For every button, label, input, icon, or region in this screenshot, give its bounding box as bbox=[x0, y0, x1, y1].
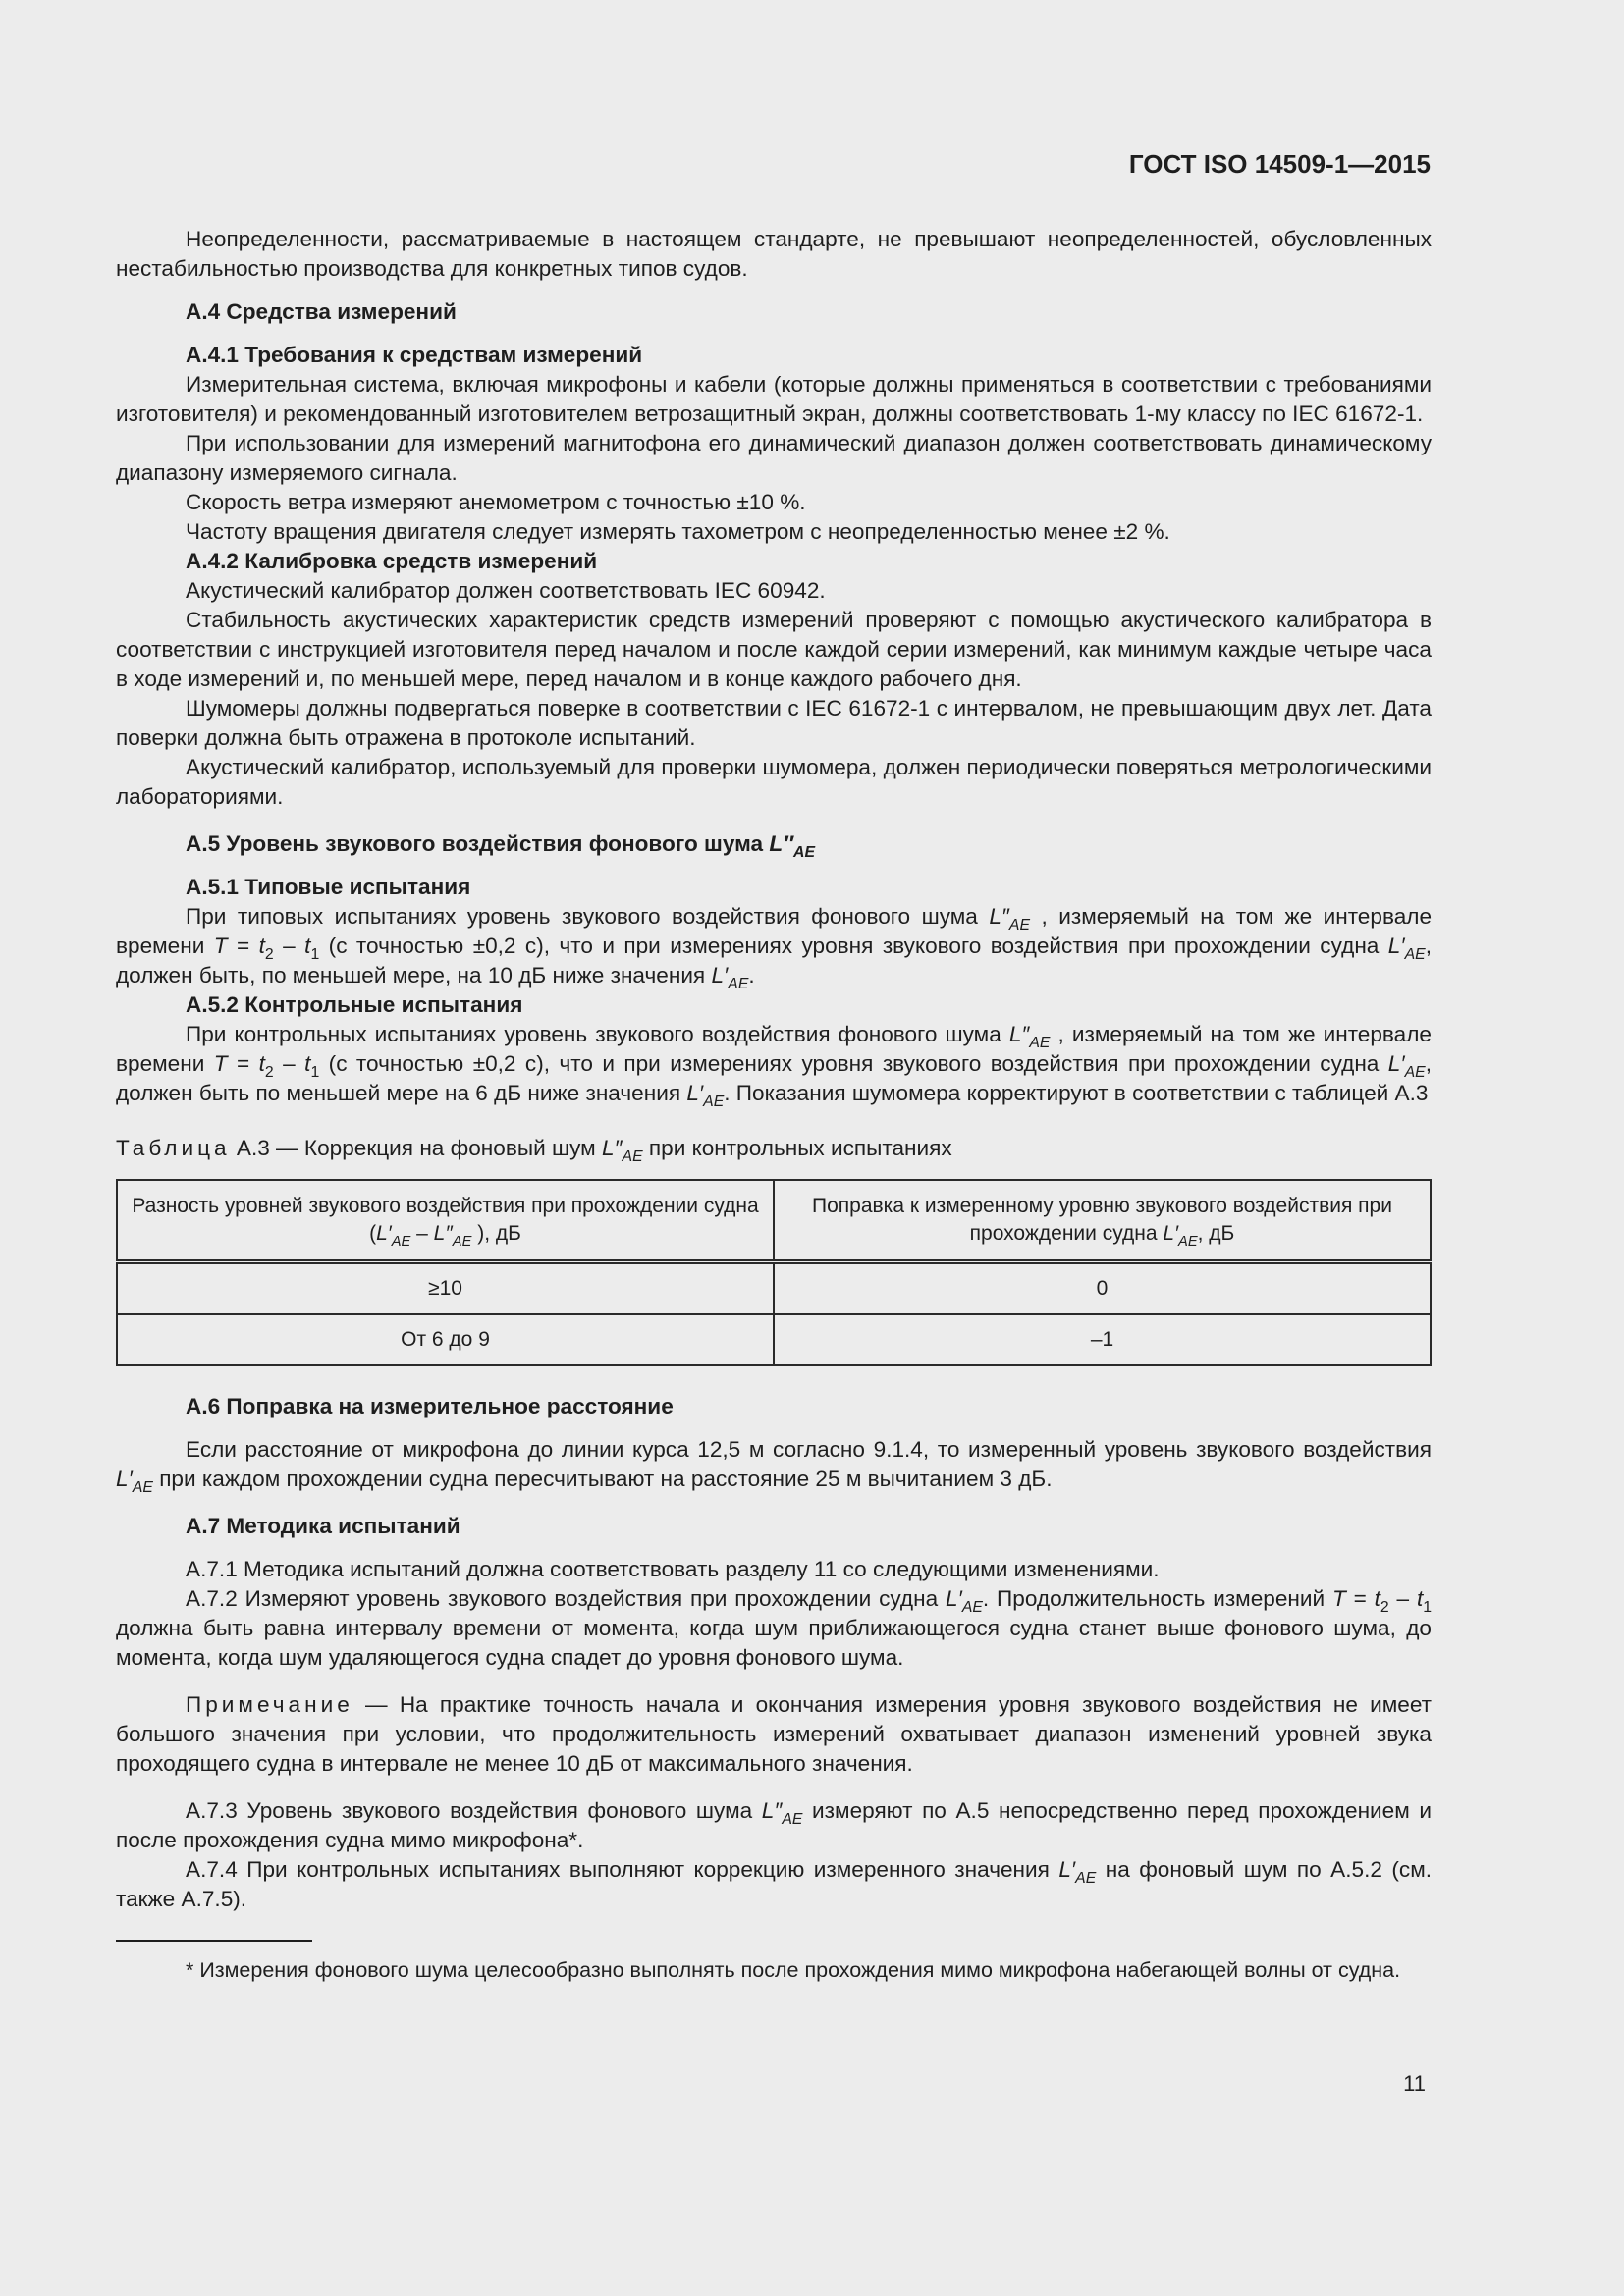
page-number: 11 bbox=[1403, 2071, 1426, 2096]
paragraph-a74: А.7.4 При контрольных испытаниях выполняют коррекцию измеренного значения $L'_{AE}$ на фоновый шум по А.5.2 (см. также А.7.5). bbox=[116, 1857, 1433, 1911]
paragraph-a6: Если расстояние от микрофона до линии курса 12,5 м согласно 9.1.4, то измеренный уровень звукового воздействия $L'_{AE}$ при каждом прохождении судна пересчитывают на расстояние 25 м вычитанием 3 дБ. bbox=[116, 1437, 1432, 1496]
correction-table bbox=[116, 1179, 1432, 1366]
cell-correction: 0 bbox=[774, 1262, 1431, 1315]
table-row bbox=[117, 1262, 1431, 1315]
section-a41-title: А.4.1 Требования к средствам измерений bbox=[186, 343, 643, 367]
symbol-l-ae-pass: $L'_{AE}$ bbox=[711, 963, 749, 992]
section-a51-title: А.5.1 Типовые испытания bbox=[186, 875, 471, 899]
cell-correction: –1 bbox=[774, 1314, 1431, 1365]
section-a42-title: А.4.2 Калибровка средств измерений bbox=[186, 549, 598, 573]
paragraph: Измерительная система, включая микрофоны и кабели (которые должны применяться в соответствии с требованиями изготовителя) и рекомендованный изготовителем ветрозащитный экран, должны соответствовать 1-му классу по IEC 61672-1. bbox=[116, 372, 1432, 426]
section-a5-title bbox=[116, 829, 1432, 859]
page-content bbox=[116, 225, 1432, 1985]
paragraph-a52: При контрольных испытаниях уровень звукового воздействия фонового шума $L''_{AE}$ , измеряемый на том же интервале времени $T = t_2 - t_1$ (с точностью ±0,2 с), что и при измерениях уровня звукового воздействия при прохождении судна $L'_{AE}$, должен быть по меньшей мере на 6 дБ ниже значения $L'_{AE}$. Показания шумомера корректируют в соответствии с таблицей А.3 bbox=[116, 1022, 1432, 1110]
title-text: А.5 Уровень звукового воздействия фонового шума bbox=[186, 831, 770, 856]
table-row bbox=[117, 1314, 1431, 1365]
paragraph: Шумомеры должны подвергаться поверке в соответствии с IEC 61672-1 с интервалом, не превышающим двух лет. Дата поверки должна быть отражена в протоколе испытаний. bbox=[116, 696, 1432, 750]
table-header-row bbox=[117, 1180, 1431, 1262]
paragraph: А.7.1 Методика испытаний должна соответствовать разделу 11 со следующими изменениями. bbox=[186, 1557, 1160, 1581]
table-caption: Таблица А.3 — Коррекция на фоновый шум $L''_{AE}$ при контрольных испытаниях bbox=[116, 1136, 952, 1165]
cell-difference: ≥10 bbox=[117, 1262, 774, 1315]
symbol-l-ae-background: $L''_{AE}$ bbox=[761, 1798, 803, 1828]
section-a52-title: А.5.2 Контрольные испытания bbox=[186, 992, 523, 1017]
paragraph: Стабильность акустических характеристик средств измерений проверяют с помощью акустического калибратора в соответствии с инструкцией изготовителя перед началом и после каждой серии измерений, как минимум каждые четыре часа в ходе измерений и, по меньшей мере, перед началом и в конце каждого рабочего дня. bbox=[116, 608, 1432, 691]
symbol-l-ae-pass: $L'_{AE}$ bbox=[1387, 934, 1426, 963]
section-a7-title: А.7 Методика испытаний bbox=[186, 1514, 460, 1538]
symbol-l-ae-background: $L''_{AE}$ bbox=[1008, 1022, 1051, 1051]
intro-paragraph: Неопределенности, рассматриваемые в настоящем стандарте, не превышают неопределенностей, обусловленных нестабильностью производства для конкретных типов судов. bbox=[116, 227, 1432, 281]
section-a4-title: А.4 Средства измерений bbox=[186, 299, 457, 324]
symbol-l-ae-pass: $L'_{AE}$ bbox=[1058, 1857, 1097, 1887]
symbol-l-ae-pass: $L'_{AE}$ bbox=[1387, 1051, 1426, 1081]
note-paragraph: Примечание — На практике точность начала и окончания измерения уровня звукового воздействия не имеет большого значения при условии, что продолжительность измерений охватывает диапазон изменений уровней звука проходящего судна в интервале не менее 10 дБ от максимального значения. bbox=[116, 1692, 1432, 1776]
symbol-l-ae-pass: $L'_{AE}$ bbox=[116, 1467, 153, 1496]
paragraph-a51: При типовых испытаниях уровень звукового воздействия фонового шума $L''_{AE}$ , измеряемый на том же интервале времени $T = t_2 - t_1$ (с точностью ±0,2 с), что и при измерениях уровня звукового воздействия при прохождении судна $L'_{AE}$, должен быть, по меньшей мере, на 10 дБ ниже значения $L'_{AE}$. bbox=[116, 904, 1433, 992]
paragraph: При использовании для измерений магнитофона его динамический диапазон должен соответствовать динамическому диапазону измеряемого сигнала. bbox=[116, 431, 1432, 485]
cell-difference: От 6 до 9 bbox=[117, 1314, 774, 1365]
section-a6-title: А.6 Поправка на измерительное расстояние bbox=[186, 1394, 674, 1418]
paragraph-a72: А.7.2 Измеряют уровень звукового воздействия при прохождении судна $L'_{AE}$. Продолжительность измерений $T = t_2 - t_1$ должна быть равна интервалу времени от момента, когда шум приближающегося судна станет выше фонового шума, до момента, когда шум удаляющегося судна спадет до уровня фонового шума. bbox=[116, 1586, 1433, 1670]
paragraph-a73: А.7.3 Уровень звукового воздействия фонового шума $L''_{AE}$ измеряют по А.5 непосредственно перед прохождением и после прохождения судна мимо микрофона*. bbox=[116, 1798, 1432, 1852]
symbol-l-ae-background: $L''_{AE}$ bbox=[601, 1136, 643, 1165]
symbol-l-ae-background: $L''_{AE}$ bbox=[989, 904, 1030, 934]
symbol-l-ae-pass: $L'_{AE}$ bbox=[686, 1081, 725, 1110]
symbol-t-interval: T bbox=[213, 934, 228, 958]
paragraph: Частоту вращения двигателя следует измерять тахометром с неопределенностью менее ±2 %. bbox=[186, 519, 1170, 544]
footnote: * Измерения фонового шума целесообразно выполнять после прохождения мимо микрофона набегающей волны от судна. bbox=[186, 1958, 1401, 1982]
symbol-l-ae-pass: $L'_{AE}$ bbox=[945, 1586, 983, 1616]
document-code: ГОСТ ISO 14509-1—2015 bbox=[1128, 149, 1431, 179]
column-header-difference: Разность уровней звукового воздействия при прохождении судна ($L'_{AE} - L''_{AE}$ ), дБ bbox=[117, 1180, 774, 1262]
symbol-l-ae-background: $L''_{AE}$ bbox=[769, 831, 815, 861]
paragraph: Акустический калибратор, используемый для проверки шумомера, должен периодически поверяться метрологическими лабораториями. bbox=[116, 755, 1432, 809]
footnote-separator bbox=[116, 1940, 312, 1942]
paragraph: Акустический калибратор должен соответствовать IEC 60942. bbox=[186, 578, 826, 603]
paragraph: Скорость ветра измеряют анемометром с точностью ±10 %. bbox=[186, 490, 806, 514]
column-header-correction: Поправка к измеренному уровню звукового воздействия при прохождении судна $L'_{AE}$, дБ bbox=[774, 1180, 1431, 1262]
